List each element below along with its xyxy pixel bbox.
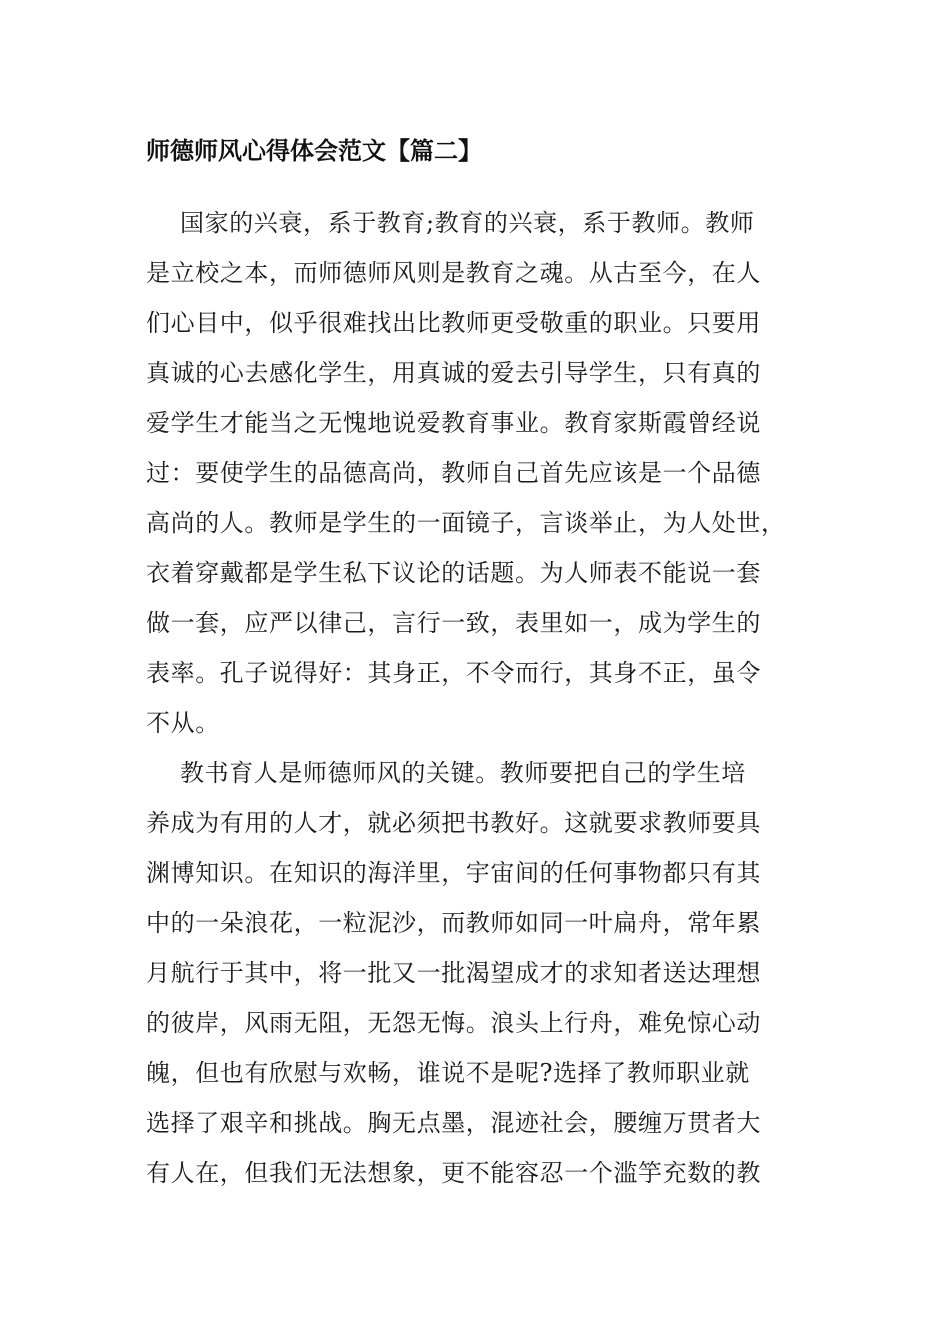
paragraph-2-line: 教书育人是师德师风的关键。教师要把自己的学生培	[180, 759, 746, 787]
paragraph-2-line: 渊博知识。在知识的海洋里，宇宙间的任何事物都只有其	[146, 859, 761, 887]
paragraph-1-line: 不从。	[146, 709, 220, 737]
paragraph-2-line: 的彼岸，风雨无阻，无怨无悔。浪头上行舟，难免惊心动	[146, 1009, 761, 1037]
paragraph-1-line: 衣着穿戴都是学生私下议论的话题。为人师表不能说一套	[146, 559, 761, 587]
paragraph-1-line: 真诚的心去感化学生，用真诚的爱去引导学生，只有真的	[146, 359, 761, 387]
paragraph-1-line: 做一套，应严以律己，言行一致，表里如一，成为学生的	[146, 609, 761, 637]
paragraph-1-line: 是立校之本，而师德师风则是教育之魂。从古至今，在人	[146, 259, 761, 287]
document-title: 师德师风心得体会范文【篇二】	[146, 137, 482, 165]
paragraph-1-line: 爱学生才能当之无愧地说爱教育事业。教育家斯霞曾经说	[146, 409, 761, 437]
paragraph-2-line: 有人在，但我们无法想象，更不能容忍一个滥竽充数的教	[146, 1159, 761, 1187]
paragraph-2-line: 养成为有用的人才，就必须把书教好。这就要求教师要具	[146, 809, 761, 837]
paragraph-1-line: 过：要使学生的品德高尚，教师自己首先应该是一个品德	[146, 459, 761, 487]
paragraph-2-line: 月航行于其中，将一批又一批渴望成才的求知者送达理想	[146, 959, 761, 987]
paragraph-1-line: 高尚的人。教师是学生的一面镜子，言谈举止，为人处世，	[146, 509, 786, 537]
paragraph-1-line: 表率。孔子说得好：其身正，不令而行，其身不正，虽令	[146, 659, 761, 687]
paragraph-2-line: 中的一朵浪花，一粒泥沙，而教师如同一叶扁舟，常年累	[146, 909, 761, 937]
paragraph-2-line: 魄，但也有欣慰与欢畅，谁说不是呢?选择了教师职业就	[146, 1059, 750, 1087]
paragraph-1-line: 国家的兴衰，系于教育;教育的兴衰，系于教师。教师	[180, 209, 755, 237]
paragraph-2-line: 选择了艰辛和挑战。胸无点墨，混迹社会，腰缠万贯者大	[146, 1109, 761, 1137]
paragraph-1-line: 们心目中，似乎很难找出比教师更受敬重的职业。只要用	[146, 309, 761, 337]
